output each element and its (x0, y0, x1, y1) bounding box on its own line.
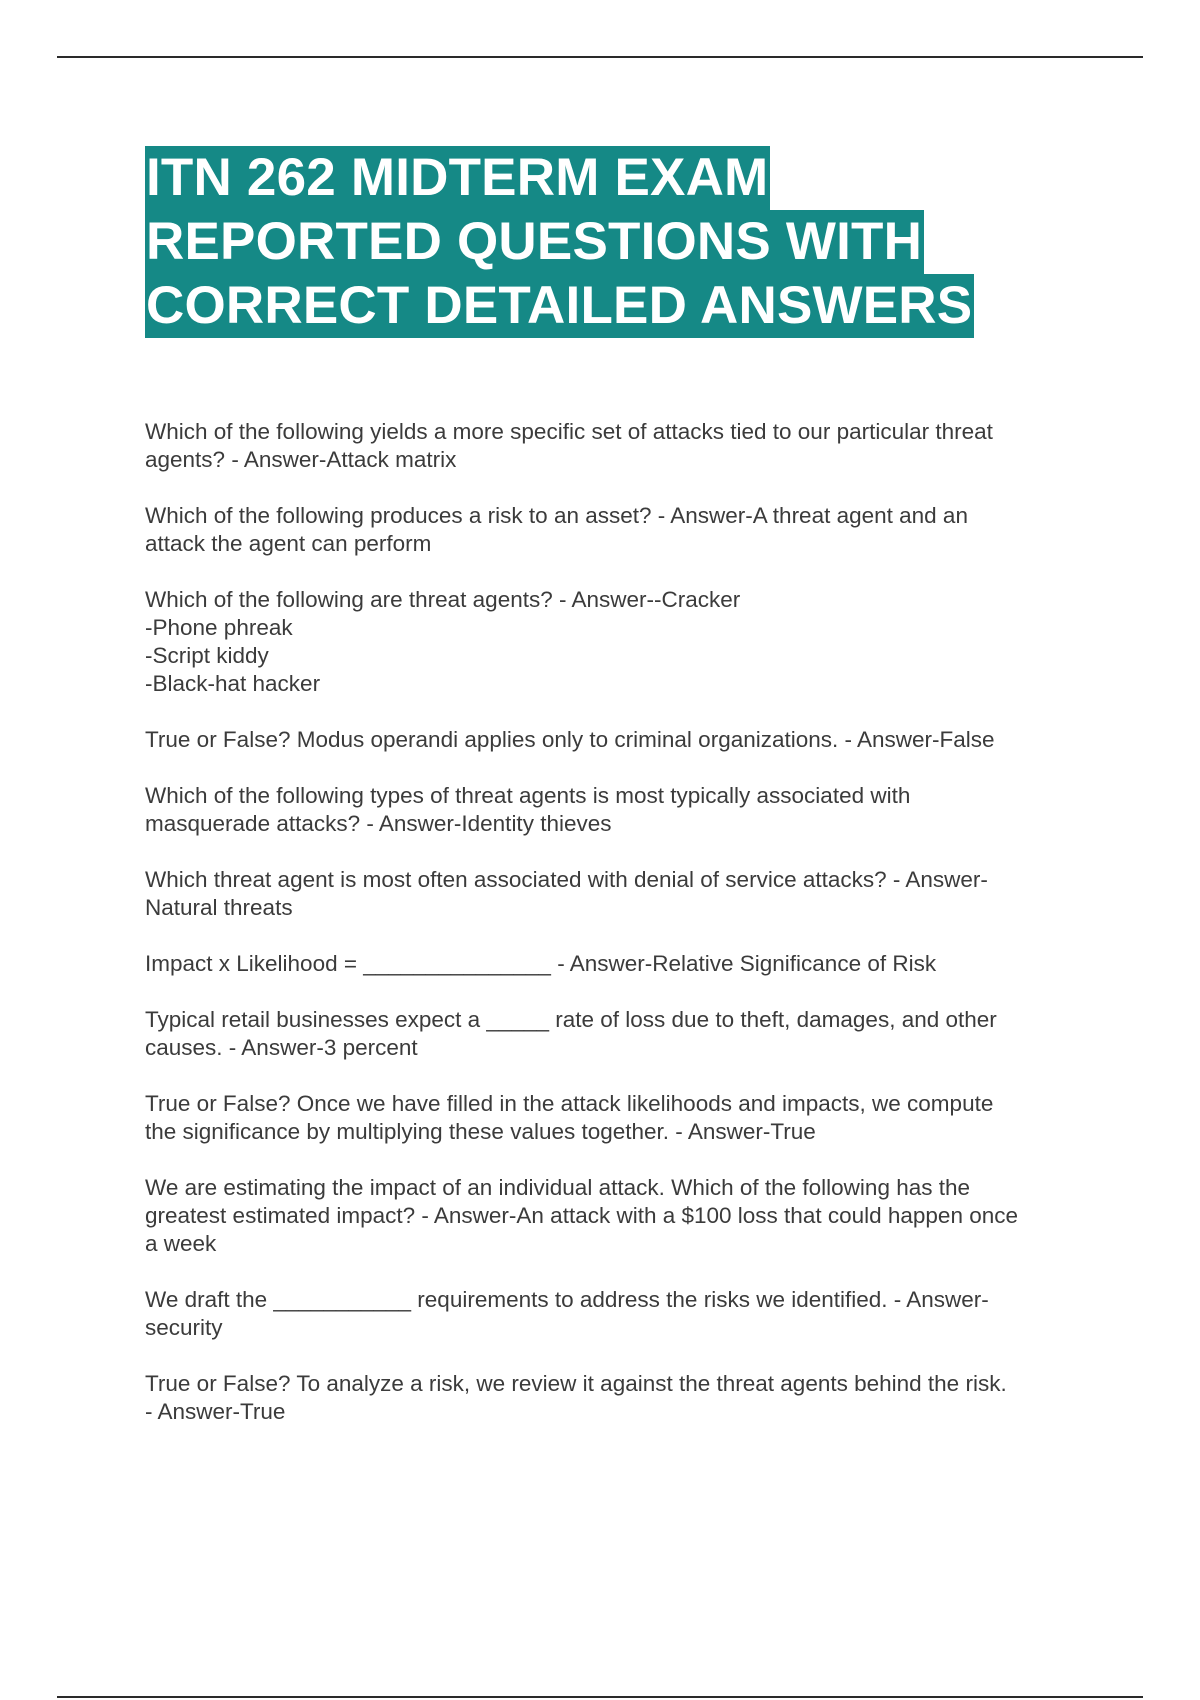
qa-item (145, 1174, 1095, 1258)
qa-line: Which of the following are threat agents? - Answer--Cracker (145, 587, 741, 612)
qa-item (145, 866, 1095, 922)
title-line-3: CORRECT DETAILED ANSWERS (145, 274, 974, 338)
qa-item (145, 502, 1095, 558)
qa-line: Which of the following types of threat agents is most typically associated with (145, 783, 911, 808)
qa-line: - Answer-True (145, 1399, 286, 1424)
title-line-1: ITN 262 MIDTERM EXAM (145, 146, 770, 210)
qa-line: Impact x Likelihood = _______________ - Answer-Relative Significance of Risk (145, 951, 937, 976)
qa-item (145, 1090, 1095, 1146)
qa-item (145, 1006, 1095, 1062)
qa-line: True or False? Once we have filled in the attack likelihoods and impacts, we compute (145, 1091, 994, 1116)
qa-line: security (145, 1315, 223, 1340)
qa-line: Natural threats (145, 895, 293, 920)
qa-line: We are estimating the impact of an individual attack. Which of the following has the (145, 1175, 971, 1200)
qa-line: True or False? Modus operandi applies only to criminal organizations. - Answer-False (145, 727, 995, 752)
qa-line: Which threat agent is most often associated with denial of service attacks? - Answer- (145, 867, 988, 892)
qa-item (145, 950, 1095, 978)
qa-item (145, 782, 1095, 838)
qa-item (145, 1370, 1095, 1426)
top-rule (57, 56, 1143, 58)
title-line-2: REPORTED QUESTIONS WITH (145, 210, 924, 274)
bottom-rule (57, 1696, 1143, 1698)
qa-line: Typical retail businesses expect a _____ rate of loss due to theft, damages, and other (145, 1007, 997, 1032)
qa-line: the significance by multiplying these values together. - Answer-True (145, 1119, 816, 1144)
qa-line: -Black-hat hacker (145, 671, 321, 696)
qa-line: We draft the ___________ requirements to address the risks we identified. - Answer- (145, 1287, 989, 1312)
qa-item (145, 1286, 1095, 1342)
qa-item (145, 586, 1095, 698)
qa-line: -Script kiddy (145, 643, 269, 668)
qa-line: a week (145, 1231, 217, 1256)
qa-line: attack the agent can perform (145, 531, 432, 556)
qa-line: True or False? To analyze a risk, we review it against the threat agents behind the risk. (145, 1371, 1007, 1396)
qa-line: greatest estimated impact? - Answer-An attack with a $100 loss that could happen once (145, 1203, 1018, 1228)
qa-item (145, 418, 1095, 474)
qa-list (145, 418, 1095, 1454)
qa-line: agents? - Answer-Attack matrix (145, 447, 457, 472)
document-title (145, 146, 1065, 338)
qa-item (145, 726, 1095, 754)
qa-line: Which of the following yields a more specific set of attacks tied to our particular threat (145, 419, 993, 444)
qa-line: Which of the following produces a risk to an asset? - Answer-A threat agent and an (145, 503, 968, 528)
qa-line: -Phone phreak (145, 615, 293, 640)
qa-line: masquerade attacks? - Answer-Identity thieves (145, 811, 612, 836)
qa-line: causes. - Answer-3 percent (145, 1035, 418, 1060)
